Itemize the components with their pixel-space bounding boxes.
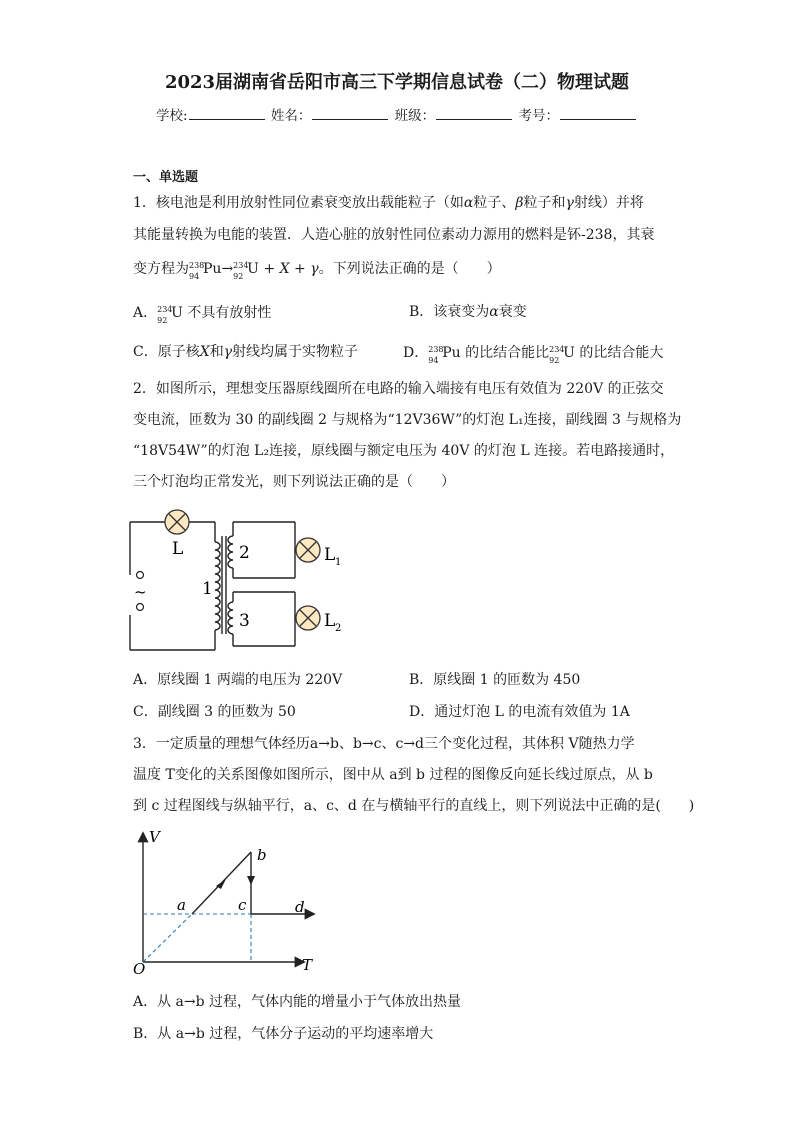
- extension-dashed-line: [143, 914, 192, 962]
- q3-line1: 3．一定质量的理想气体经历a→b、b→c、c→d三个变化过程，其体积 V随热力学: [133, 736, 635, 752]
- number-label: 考号：: [518, 108, 559, 124]
- t-axis-label: T: [302, 956, 313, 974]
- q2-line3: “18V54W”的灯泡 L₂连接，原线圈与额定电压为 40V 的灯泡 L 连接。若电路接通时，: [133, 443, 675, 459]
- v-axis-label: V: [149, 828, 160, 846]
- arrow-b-c-icon: [247, 876, 255, 885]
- input-terminal-bottom: [137, 604, 144, 611]
- label-lamp-l1: L: [324, 545, 336, 565]
- origin-label: O: [133, 960, 146, 977]
- q3-line2: 温度 T变化的关系图像如图所示，图中从 a到 b 过程的图像反向延长线过原点，从 b: [133, 767, 653, 783]
- q1-option-a[interactable]: A． 234 92 U 不具有放射性: [133, 305, 272, 325]
- student-info-row: [0, 104, 794, 124]
- q1-line2: 其能量转换为电能的装置．人造心脏的放射性同位素动力源用的燃料是钚-238，其衰: [133, 227, 655, 243]
- transformer-circuit-figure: [120, 500, 360, 660]
- label-lamp-l: L: [172, 539, 184, 559]
- number-blank: [560, 107, 636, 120]
- q2-line4: 三个灯泡均正常发光，则下列说法正确的是（ ）: [133, 474, 455, 490]
- u-nuclide: 234 92: [233, 261, 249, 281]
- ac-source-symbol: ~: [134, 583, 147, 601]
- q2-line2: 变电流，匝数为 30 的副线圈 2 与规格为“12V36W”的灯泡 L₁连接，副线圈 3 与规格为: [133, 412, 682, 428]
- name-label: 姓名：: [270, 108, 312, 124]
- point-c-label: c: [238, 896, 247, 914]
- lamp-l1-icon: [295, 538, 320, 562]
- q1-option-c[interactable]: C．原子核X和γ射线均属于实物粒子: [133, 344, 359, 360]
- label-lamp-l2: L: [324, 611, 336, 631]
- q2-option-b[interactable]: B．原线圈 1 的匝数为 450: [409, 672, 581, 688]
- q3-option-a[interactable]: A．从 a→b 过程，气体内能的增量小于气体放出热量: [133, 994, 462, 1010]
- point-d-label: d: [295, 898, 305, 916]
- label-lamp-l1-sub: 1: [335, 557, 342, 568]
- page-title: 2023届湖南省岳阳市高三下学期信息试卷（二）物理试题: [164, 72, 630, 93]
- name-blank: [312, 107, 388, 120]
- q2-option-a[interactable]: A．原线圈 1 两端的电压为 220V: [133, 672, 343, 688]
- point-a-label: a: [177, 896, 186, 914]
- class-label: 班级：: [394, 108, 436, 124]
- point-b-label: b: [257, 846, 267, 864]
- q1-option-b[interactable]: B．该衰变为α衰变: [409, 304, 527, 320]
- label-coil-1: 1: [202, 579, 213, 599]
- school-label: 学校:: [156, 108, 188, 124]
- pu-nuclide: 238 94: [189, 261, 205, 281]
- q3-line3: 到 c 过程图线与纵轴平行，a、c、d 在与横轴平行的直线上，则下列说法中正确的是( ): [133, 798, 695, 814]
- label-coil-2: 2: [239, 543, 250, 563]
- q3-option-b[interactable]: B．从 a→b 过程，气体分子运动的平均速率增大: [133, 1026, 434, 1042]
- vt-graph-figure: [125, 822, 330, 977]
- q1-option-d[interactable]: D． 238 94 Pu 的比结合能比 234 92 U 的比结合能大: [403, 345, 664, 365]
- class-blank: [436, 107, 512, 120]
- q2-line1: 2．如图所示，理想变压器原线圈所在电路的输入端接有电压有效值为 220V 的正弦交: [133, 381, 664, 397]
- q2-option-d[interactable]: D．通过灯泡 L 的电流有效值为 1A: [409, 704, 630, 720]
- q1-line3: 变方程为 238 94 Pu→ 234 92 U + X + γ。下列说法正确的是（ ）: [133, 258, 501, 279]
- section-title: 一、单选题: [133, 170, 199, 185]
- q2-option-c[interactable]: C．副线圈 3 的匝数为 50: [133, 704, 296, 720]
- q1-line1: 1．核电池是利用放射性同位素衰变放出载能粒子（如α粒子、β粒子和γ射线）并将: [133, 195, 644, 211]
- label-coil-3: 3: [239, 611, 250, 631]
- lamp-l-icon: [165, 510, 189, 534]
- lamp-l2-icon: [296, 606, 320, 630]
- label-lamp-l2-sub: 2: [335, 623, 342, 634]
- input-terminal-top: [137, 572, 144, 579]
- school-blank: [189, 107, 265, 120]
